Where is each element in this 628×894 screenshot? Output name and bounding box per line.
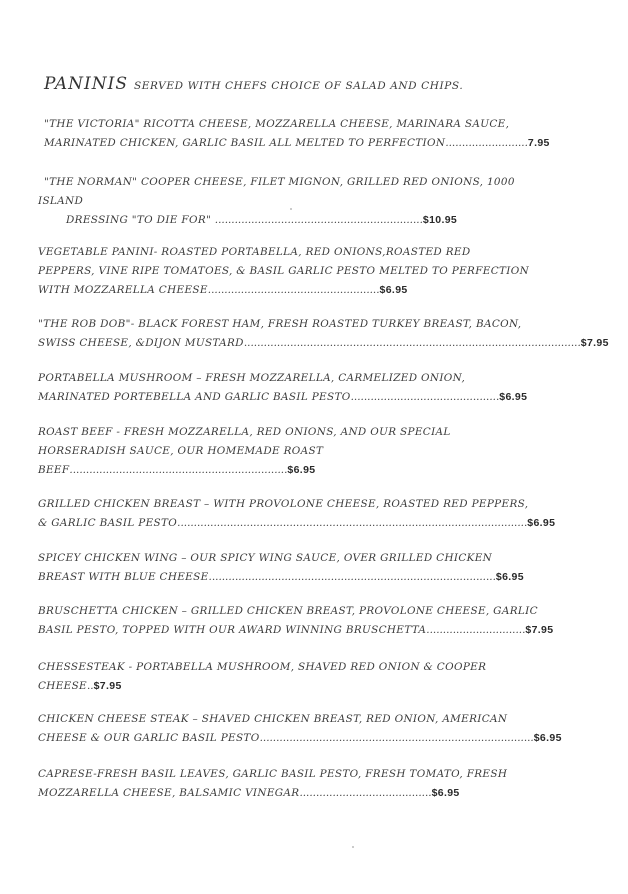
item-description-line: CHEESE — [38, 680, 87, 692]
leader-dots: .......................................................................................................... — [177, 517, 528, 529]
item-last-line — [44, 211, 574, 230]
leader-dots: ............................................. — [350, 391, 500, 403]
item-last-line — [44, 134, 574, 153]
item-description-line: ROAST BEEF - FRESH MOZZARELLA, RED ONIONS, AND OUR SPECIAL — [38, 426, 451, 438]
item-description-line: CHICKEN CHEESE STEAK – SHAVED CHICKEN BREAST, RED ONION, AMERICAN — [38, 713, 508, 725]
item-last-line — [38, 281, 568, 300]
menu-item — [38, 710, 568, 748]
item-description-line: MARINATED CHICKEN, GARLIC BASIL ALL MELTED TO PERFECTION — [44, 137, 446, 149]
leader-dots: ............................................................... — [214, 214, 423, 226]
item-price: $6.95 — [499, 391, 528, 403]
item-description-line: "THE ROB DOB"- BLACK FOREST HAM, FRESH ROASTED TURKEY BREAST, BACON, — [38, 318, 522, 330]
item-description-line: "THE NORMAN" COOPER CHEESE, FILET MIGNON, GRILLED RED ONIONS, 1000 — [44, 176, 515, 188]
item-price: $7.95 — [93, 680, 122, 692]
menu-item — [38, 315, 609, 353]
item-description-line: MOZZARELLA CHEESE, BALSAMIC VINEGAR — [38, 787, 300, 799]
item-last-line — [38, 461, 568, 480]
menu-item — [38, 549, 568, 587]
menu-item — [38, 423, 568, 480]
item-description-line: BEEF — [38, 464, 70, 476]
leader-dots: ......................... — [445, 137, 528, 149]
item-description-line: GRILLED CHICKEN BREAST – WITH PROVOLONE CHEESE, ROASTED RED PEPPERS, — [38, 498, 529, 510]
item-description-line: DRESSING "TO DIE FOR" — [66, 214, 212, 226]
item-description-line: PEPPERS, VINE RIPE TOMATOES, & BASIL GARLIC PESTO MELTED TO PERFECTION — [38, 265, 530, 277]
leader-dots: ................................................................................... — [259, 732, 534, 744]
menu-item — [38, 243, 568, 300]
item-last-line — [38, 677, 568, 696]
item-description-line: SWISS CHEESE, &DIJON MUSTARD — [38, 337, 244, 349]
section-title: PANINIS — [44, 74, 128, 94]
item-price: $6.95 — [431, 787, 460, 799]
section-subtitle: SERVED WITH CHEFS CHOICE OF SALAD AND CHIPS. — [133, 80, 464, 92]
item-description-line: SPICEY CHICKEN WING – OUR SPICY WING SAUCE, OVER GRILLED CHICKEN — [38, 552, 493, 564]
leader-dots: .. — [87, 680, 94, 692]
item-description-line: WITH MOZZARELLA CHEESE — [38, 284, 208, 296]
item-description-line: BRUSCHETTA CHICKEN – GRILLED CHICKEN BREAST, PROVOLONE CHEESE, GARLIC — [38, 605, 538, 617]
menu-item — [38, 765, 568, 803]
item-description-line: HORSERADISH SAUCE, OUR HOMEMADE ROAST — [38, 445, 324, 457]
item-price: 7.95 — [527, 137, 550, 149]
item-last-line — [38, 334, 609, 353]
item-price: $6.95 — [379, 284, 408, 296]
scan-speck — [290, 208, 292, 210]
item-price: $7.95 — [525, 624, 554, 636]
item-last-line — [38, 568, 568, 587]
item-description-line: CHESSESTEAK - PORTABELLA MUSHROOM, SHAVED RED ONION & COOPER — [38, 661, 487, 673]
leader-dots: ........................................ — [299, 787, 432, 799]
menu-item — [38, 602, 568, 640]
leader-dots: ....................................................................................... — [208, 571, 496, 583]
item-last-line — [38, 388, 568, 407]
menu-item — [38, 658, 568, 696]
item-price: $6.95 — [495, 571, 524, 583]
item-description-line: VEGETABLE PANINI- ROASTED PORTABELLA, RED ONIONS,ROASTED RED — [38, 246, 471, 258]
leader-dots: .................................................................. — [69, 464, 288, 476]
item-price: $10.95 — [422, 214, 458, 226]
item-price: $7.95 — [580, 337, 609, 349]
item-last-line — [38, 621, 568, 640]
leader-dots: .................................................... — [207, 284, 380, 296]
item-description-line: BASIL PESTO, TOPPED WITH OUR AWARD WINNING BRUSCHETTA — [38, 624, 427, 636]
item-description-line: PORTABELLA MUSHROOM – FRESH MOZZARELLA, CARMELIZED ONION, — [38, 372, 466, 384]
item-description-line: & GARLIC BASIL PESTO — [38, 517, 178, 529]
item-last-line — [38, 729, 568, 748]
item-description-line: CAPRESE-FRESH BASIL LEAVES, GARLIC BASIL PESTO, FRESH TOMATO, FRESH — [38, 768, 508, 780]
leader-dots: ...................................................................................................... — [243, 337, 581, 349]
item-last-line — [38, 514, 568, 533]
item-price: $6.95 — [533, 732, 562, 744]
item-description-line: "THE VICTORIA" RICOTTA CHEESE, MOZZARELLA CHEESE, MARINARA SAUCE, — [44, 118, 510, 130]
menu-item — [38, 173, 574, 230]
scan-speck — [352, 846, 354, 848]
leader-dots: .............................. — [426, 624, 526, 636]
item-description-line: MARINATED PORTEBELLA AND GARLIC BASIL PESTO — [38, 391, 351, 403]
item-last-line — [38, 784, 568, 803]
item-description-line: CHEESE & OUR GARLIC BASIL PESTO — [38, 732, 260, 744]
item-price: $6.95 — [527, 517, 556, 529]
menu-item — [38, 369, 568, 407]
item-description-line: BREAST WITH BLUE CHEESE — [38, 571, 209, 583]
item-description-line: ISLAND — [38, 195, 84, 207]
menu-item — [44, 115, 574, 153]
menu-item — [38, 495, 568, 533]
item-price: $6.95 — [287, 464, 316, 476]
section-header — [44, 74, 463, 94]
